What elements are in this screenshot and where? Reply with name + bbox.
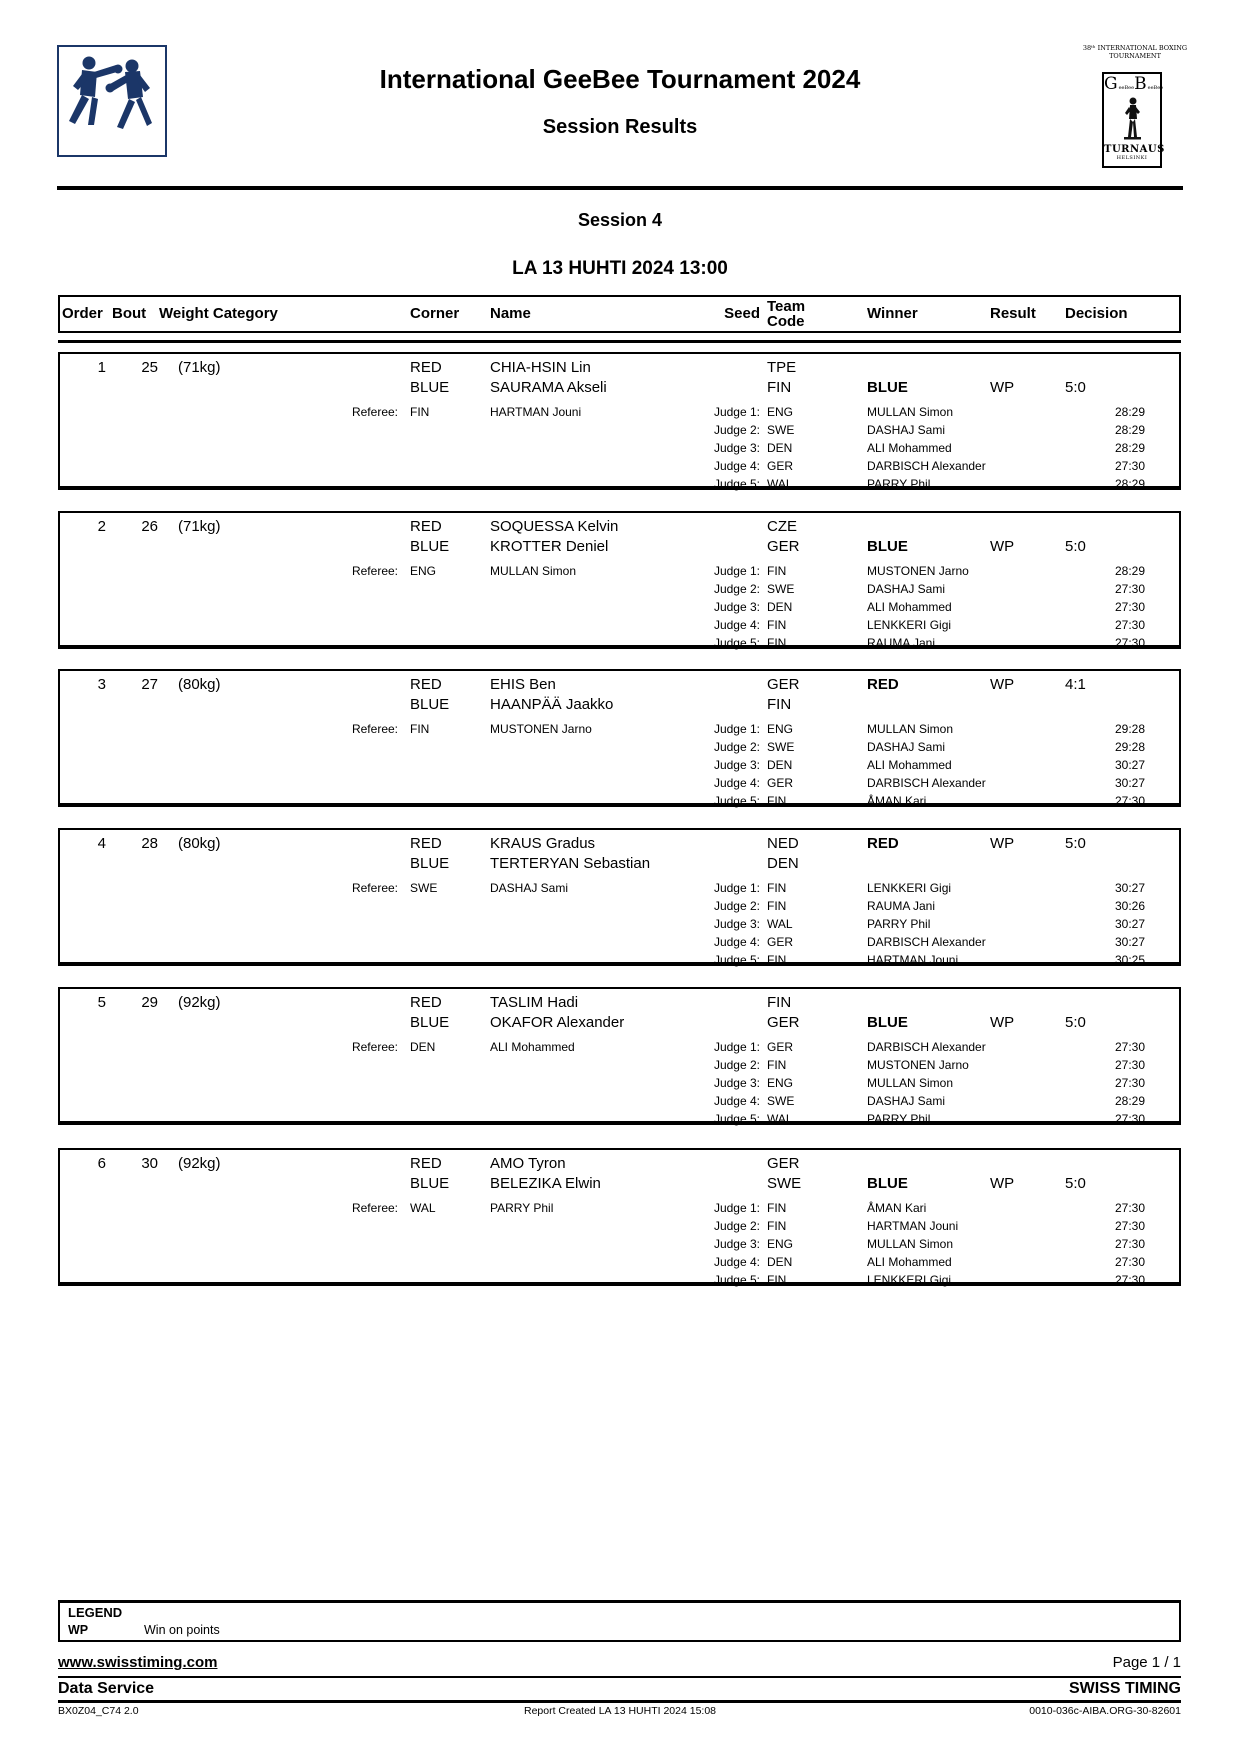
red-team-code: NED (767, 835, 799, 852)
judge-name: HARTMAN Jouni (867, 953, 959, 967)
red-boxer-name: SOQUESSA Kelvin (490, 518, 619, 535)
judge-country: SWE (767, 740, 795, 754)
red-team-code: GER (767, 1155, 800, 1172)
judge-score: 30:27 (1114, 776, 1145, 790)
judge-label: Judge 4: (713, 618, 760, 632)
referee-country: SWE (410, 881, 438, 895)
page-subtitle: Session Results (542, 116, 698, 138)
referee-country: FIN (410, 405, 430, 419)
col-decision: Decision (1065, 305, 1128, 322)
result-value: WP (990, 1014, 1015, 1031)
order-value: 1 (97, 359, 106, 376)
col-winner: Winner (867, 305, 918, 322)
weight-category: (71kg) (178, 518, 221, 535)
judge-name: LENKKERI Gigi (867, 1273, 952, 1287)
result-value: WP (990, 676, 1015, 693)
judge-name: LENKKERI Gigi (867, 618, 952, 632)
judge-score: 27:30 (1114, 1219, 1145, 1233)
col-result: Result (990, 305, 1036, 322)
judge-score: 30:27 (1114, 917, 1145, 931)
referee-label: Referee: (351, 564, 398, 578)
winner-value: BLUE (867, 1175, 908, 1192)
tournament-caption (1075, 44, 1195, 60)
judge-score: 30:27 (1114, 758, 1145, 772)
judge-name: PARRY Phil (867, 1112, 931, 1126)
weight-category: (92kg) (178, 994, 221, 1011)
blue-boxer-name: SAURAMA Akseli (490, 379, 607, 396)
referee-name: DASHAJ Sami (490, 881, 569, 895)
judge-label: Judge 2: (713, 899, 760, 913)
judge-name: LENKKERI Gigi (867, 881, 952, 895)
judge-name: RAUMA Jani (867, 899, 936, 913)
bout-section (58, 352, 1181, 490)
blue-team-code: SWE (767, 1175, 802, 1192)
bout-section (58, 1148, 1181, 1286)
referee-label: Referee: (351, 1040, 398, 1054)
decision-value: 5:0 (1065, 1175, 1086, 1192)
helsinki-label: HELSINKI (1116, 155, 1148, 161)
judge-score: 28:29 (1114, 564, 1145, 578)
judge-country: DEN (767, 1255, 793, 1269)
result-value: WP (990, 1175, 1015, 1192)
col-team-code: Team Code (767, 298, 806, 330)
blue-boxer-name: KROTTER Deniel (490, 538, 609, 555)
judge-country: SWE (767, 423, 795, 437)
judge-label: Judge 4: (713, 1094, 760, 1108)
referee-name: HARTMAN Jouni (490, 405, 582, 419)
judge-country: FIN (767, 564, 787, 578)
judge-score: 29:28 (1114, 740, 1145, 754)
blue-boxer-name: TERTERYAN Sebastian (490, 855, 651, 872)
legend-wp-abbr: WP (68, 1623, 89, 1637)
blue-team-code: FIN (767, 379, 792, 396)
blue-team-code: GER (767, 1014, 800, 1031)
footer-rule-1 (58, 1676, 1181, 1678)
legend-title: LEGEND (68, 1605, 123, 1620)
judge-score: 28:29 (1114, 441, 1145, 455)
judge-score: 27:30 (1114, 794, 1145, 808)
col-seed: Seed (724, 305, 760, 322)
result-value: WP (990, 835, 1015, 852)
judge-country: DEN (767, 758, 793, 772)
judge-label: Judge 1: (713, 405, 760, 419)
referee-label: Referee: (351, 405, 398, 419)
winner-value: BLUE (867, 1014, 908, 1031)
red-boxer-name: KRAUS Gradus (490, 835, 596, 852)
judge-country: FIN (767, 618, 787, 632)
judge-label: Judge 2: (713, 1058, 760, 1072)
blue-boxer-name: BELEZIKA Elwin (490, 1175, 601, 1192)
judge-label: Judge 3: (713, 441, 760, 455)
judge-score: 27:30 (1114, 1058, 1145, 1072)
judge-name: HARTMAN Jouni (867, 1219, 959, 1233)
referee-name: MUSTONEN Jarno (490, 722, 592, 736)
session-title: Session 4 (577, 210, 663, 230)
judge-score: 27:30 (1114, 582, 1145, 596)
blue-corner-label: BLUE (410, 1014, 450, 1031)
judge-score: 30:27 (1114, 935, 1145, 949)
judge-country: WAL (767, 477, 793, 491)
referee-label: Referee: (351, 1201, 398, 1215)
judge-country: FIN (767, 1058, 787, 1072)
judge-country: ENG (767, 405, 794, 419)
judge-label: Judge 1: (713, 722, 760, 736)
judge-label: Judge 2: (713, 582, 760, 596)
judge-name: RAUMA Jani (867, 636, 936, 650)
decision-value: 4:1 (1065, 676, 1086, 693)
judge-name: ALI Mohammed (867, 758, 952, 772)
legend-wp-definition: Win on points (144, 1623, 220, 1637)
judge-name: DASHAJ Sami (867, 423, 946, 437)
bout-number: 30 (141, 1155, 158, 1172)
bout-number: 25 (141, 359, 158, 376)
judge-country: GER (767, 776, 794, 790)
result-value: WP (990, 379, 1015, 396)
judge-score: 27:30 (1114, 1112, 1145, 1126)
judge-name: ÅMAN Kari (867, 794, 927, 808)
referee-country: ENG (410, 564, 437, 578)
referee-name: MULLAN Simon (490, 564, 577, 578)
judge-label: Judge 4: (713, 935, 760, 949)
judge-label: Judge 5: (713, 636, 760, 650)
referee-country: WAL (410, 1201, 436, 1215)
judge-name: DARBISCH Alexander (867, 459, 986, 473)
judge-label: Judge 1: (713, 564, 760, 578)
table-header-rule (58, 340, 1181, 343)
blue-team-code: FIN (767, 696, 792, 713)
referee-name: ALI Mohammed (490, 1040, 575, 1054)
red-team-code: FIN (767, 994, 792, 1011)
bout-number: 27 (141, 676, 158, 693)
judge-name: MUSTONEN Jarno (867, 564, 969, 578)
judge-score: 30:27 (1114, 881, 1145, 895)
weight-category: (80kg) (178, 676, 221, 693)
judge-country: FIN (767, 899, 787, 913)
session-datetime: LA 13 HUHTI 2024 13:00 (512, 258, 728, 279)
order-value: 5 (97, 994, 106, 1011)
judge-country: FIN (767, 794, 787, 808)
red-team-code: CZE (767, 518, 797, 535)
judge-score: 28:29 (1114, 1094, 1145, 1108)
page-number: Page 1 / 1 (1112, 1654, 1181, 1671)
referee-country: FIN (410, 722, 430, 736)
judge-country: ENG (767, 1237, 794, 1251)
judge-name: DARBISCH Alexander (867, 776, 986, 790)
judge-label: Judge 2: (713, 1219, 760, 1233)
geebee-logo (1102, 72, 1165, 168)
order-value: 4 (97, 835, 106, 852)
blue-boxer-name: OKAFOR Alexander (490, 1014, 625, 1031)
judge-label: Judge 5: (713, 477, 760, 491)
judge-label: Judge 3: (713, 600, 760, 614)
col-weight: Weight Category (159, 305, 278, 322)
decision-value: 5:0 (1065, 538, 1086, 555)
boxing-logo (57, 45, 167, 157)
judge-score: 27:30 (1114, 600, 1145, 614)
swiss-timing-label: SWISS TIMING (1069, 1680, 1181, 1697)
judge-label: Judge 4: (713, 459, 760, 473)
judge-label: Judge 4: (713, 1255, 760, 1269)
judge-score: 29:28 (1114, 722, 1145, 736)
order-value: 3 (97, 676, 106, 693)
table-header (58, 295, 1181, 333)
judge-country: GER (767, 1040, 794, 1054)
judge-label: Judge 5: (713, 953, 760, 967)
judge-label: Judge 5: (713, 1273, 760, 1287)
blue-corner-label: BLUE (410, 538, 450, 555)
legend-box (58, 1600, 1181, 1642)
report-created: Report Created LA 13 HUHTI 2024 15:08 (523, 1705, 717, 1717)
judge-name: MULLAN Simon (867, 1076, 954, 1090)
report-version: BX0Z04_C74 2.0 (58, 1705, 139, 1717)
judge-score: 27:30 (1114, 459, 1145, 473)
red-corner-label: RED (410, 994, 442, 1011)
judge-country: FIN (767, 1273, 787, 1287)
judge-score: 27:30 (1114, 1201, 1145, 1215)
swisstiming-link[interactable]: www.swisstiming.com (58, 1654, 218, 1671)
data-service-label: Data Service (58, 1680, 155, 1697)
caption-line-2: TOURNAMENT (1109, 52, 1161, 60)
page-title: International GeeBee Tournament 2024 (379, 64, 861, 94)
judge-name: DASHAJ Sami (867, 740, 946, 754)
judge-label: Judge 5: (713, 1112, 760, 1126)
judge-country: DEN (767, 441, 793, 455)
judge-country: WAL (767, 917, 793, 931)
judge-label: Judge 2: (713, 423, 760, 437)
judge-name: DASHAJ Sami (867, 1094, 946, 1108)
red-boxer-name: TASLIM Hadi (490, 994, 579, 1011)
judge-country: GER (767, 935, 794, 949)
blue-corner-label: BLUE (410, 1175, 450, 1192)
blue-team-code: DEN (767, 855, 799, 872)
judge-country: ENG (767, 1076, 794, 1090)
referee-country: DEN (410, 1040, 436, 1054)
judge-score: 27:30 (1114, 1255, 1145, 1269)
judge-label: Judge 5: (713, 794, 760, 808)
bout-number: 28 (141, 835, 158, 852)
red-boxer-name: AMO Tyron (490, 1155, 566, 1172)
judge-name: ALI Mohammed (867, 441, 952, 455)
judge-name: DARBISCH Alexander (867, 1040, 986, 1054)
winner-value: BLUE (867, 538, 908, 555)
judge-score: 27:30 (1114, 636, 1145, 650)
judge-country: FIN (767, 953, 787, 967)
judge-country: FIN (767, 636, 787, 650)
judge-country: FIN (767, 1219, 787, 1233)
judge-country: FIN (767, 1201, 787, 1215)
blue-corner-label: BLUE (410, 696, 450, 713)
bout-section (58, 828, 1181, 966)
bout-section (58, 669, 1181, 807)
winner-value: BLUE (867, 379, 908, 396)
blue-corner-label: BLUE (410, 855, 450, 872)
judge-name: DASHAJ Sami (867, 582, 946, 596)
red-boxer-name: EHIS Ben (490, 676, 556, 693)
judge-name: PARRY Phil (867, 917, 931, 931)
red-team-code: GER (767, 676, 800, 693)
judge-score: 28:29 (1114, 405, 1145, 419)
judge-score: 27:30 (1114, 1076, 1145, 1090)
judge-label: Judge 2: (713, 740, 760, 754)
weight-category: (92kg) (178, 1155, 221, 1172)
blue-team-code: GER (767, 538, 800, 555)
order-value: 2 (97, 518, 106, 535)
decision-value: 5:0 (1065, 379, 1086, 396)
judge-score: 27:30 (1114, 618, 1145, 632)
weight-category: (71kg) (178, 359, 221, 376)
result-value: WP (990, 538, 1015, 555)
col-name: Name (490, 305, 531, 322)
judge-country: SWE (767, 582, 795, 596)
judge-name: MULLAN Simon (867, 722, 954, 736)
weight-category: (80kg) (178, 835, 221, 852)
red-corner-label: RED (410, 1155, 442, 1172)
judge-name: PARRY Phil (867, 477, 931, 491)
judge-score: 30:25 (1114, 953, 1145, 967)
decision-value: 5:0 (1065, 1014, 1086, 1031)
judge-country: SWE (767, 1094, 795, 1108)
blue-corner-label: BLUE (410, 379, 450, 396)
judge-score: 28:29 (1114, 477, 1145, 491)
judge-score: 27:30 (1114, 1040, 1145, 1054)
winner-value: RED (867, 676, 899, 693)
judge-score: 27:30 (1114, 1273, 1145, 1287)
judge-name: DARBISCH Alexander (867, 935, 986, 949)
bout-section (58, 987, 1181, 1125)
referee-label: Referee: (351, 722, 398, 736)
boxer-figure-icon (1121, 97, 1143, 141)
judge-label: Judge 4: (713, 776, 760, 790)
report-code: 0010-036c-AIBA.ORG-30-82601 (1029, 1705, 1181, 1717)
red-corner-label: RED (410, 835, 442, 852)
judge-label: Judge 1: (713, 881, 760, 895)
judge-score: 30:26 (1114, 899, 1145, 913)
header-rule (57, 186, 1183, 190)
bout-number: 29 (141, 994, 158, 1011)
referee-name: PARRY Phil (490, 1201, 554, 1215)
order-value: 6 (97, 1155, 106, 1172)
judge-name: MUSTONEN Jarno (867, 1058, 969, 1072)
caption-line-1: 38ᵗʰ INTERNATIONAL BOXING (1082, 44, 1188, 52)
judge-name: ALI Mohammed (867, 600, 952, 614)
red-team-code: TPE (767, 359, 797, 376)
judge-label: Judge 3: (713, 1076, 760, 1090)
judge-name: ÅMAN Kari (867, 1201, 927, 1215)
turnaus-label: TURNAUS (1104, 144, 1165, 155)
judge-country: GER (767, 459, 794, 473)
judge-score: 27:30 (1114, 1237, 1145, 1251)
judge-score: 28:29 (1114, 423, 1145, 437)
red-corner-label: RED (410, 359, 442, 376)
geebee-letters: GeeBeeBeeBee (1104, 74, 1164, 94)
judge-name: MULLAN Simon (867, 1237, 954, 1251)
judge-name: ALI Mohammed (867, 1255, 952, 1269)
red-corner-label: RED (410, 676, 442, 693)
judge-label: Judge 1: (713, 1040, 760, 1054)
judge-label: Judge 1: (713, 1201, 760, 1215)
red-corner-label: RED (410, 518, 442, 535)
red-boxer-name: CHIA-HSIN Lin (490, 359, 591, 376)
col-order: Order (62, 305, 103, 322)
blue-boxer-name: HAANPÄÄ Jaakko (490, 696, 614, 713)
judge-country: ENG (767, 722, 794, 736)
judge-country: DEN (767, 600, 793, 614)
judge-label: Judge 3: (713, 917, 760, 931)
decision-value: 5:0 (1065, 835, 1086, 852)
referee-label: Referee: (351, 881, 398, 895)
col-bout: Bout (112, 305, 147, 322)
judge-country: WAL (767, 1112, 793, 1126)
judge-country: FIN (767, 881, 787, 895)
winner-value: RED (867, 835, 899, 852)
footer-rule-2 (58, 1700, 1181, 1703)
bout-section (58, 511, 1181, 649)
bout-number: 26 (141, 518, 158, 535)
judge-label: Judge 3: (713, 758, 760, 772)
judge-name: MULLAN Simon (867, 405, 954, 419)
col-corner: Corner (410, 305, 460, 322)
judge-label: Judge 3: (713, 1237, 760, 1251)
